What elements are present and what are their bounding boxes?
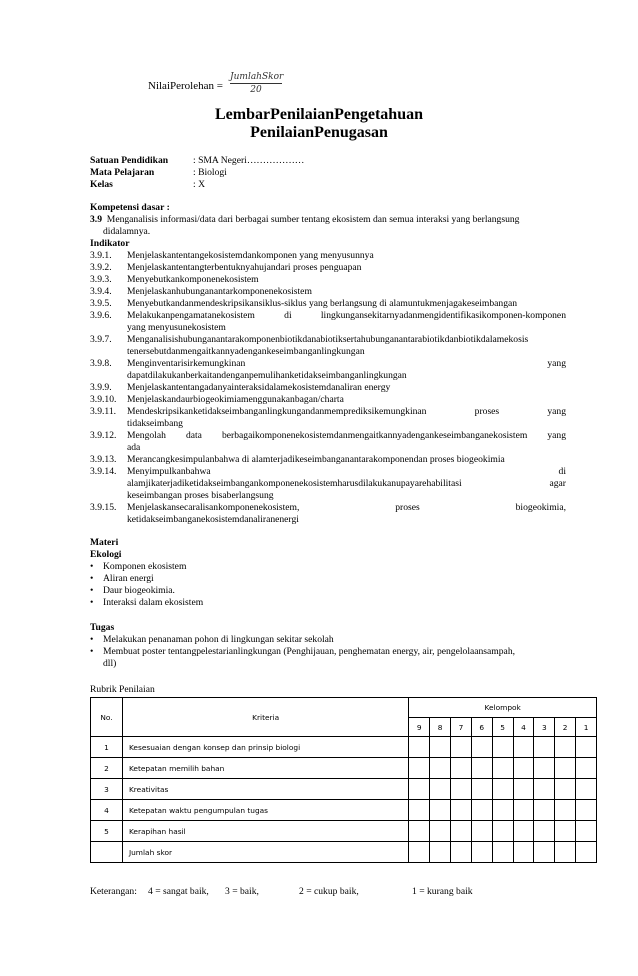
score-cell[interactable] [430, 779, 451, 800]
indikator-text [127, 310, 566, 334]
indikator-text [127, 274, 566, 286]
rubric-header-row [91, 698, 597, 718]
score-cell[interactable] [471, 758, 492, 779]
score-cell[interactable] [555, 737, 576, 758]
score-cell[interactable] [534, 800, 555, 821]
score-cell[interactable] [513, 737, 534, 758]
indikator-text [127, 430, 566, 454]
group-number: 7 [451, 718, 472, 737]
score-cell[interactable] [492, 800, 513, 821]
score-fraction [230, 72, 282, 95]
score-cell[interactable] [576, 842, 597, 863]
score-cell[interactable] [409, 842, 430, 863]
indikator-text [127, 382, 566, 394]
identity-label: Mata Pelajaran [90, 167, 155, 178]
table-row [91, 779, 597, 800]
score-cell[interactable] [451, 737, 472, 758]
score-cell[interactable] [409, 779, 430, 800]
score-cell[interactable] [513, 800, 534, 821]
score-cell[interactable] [492, 779, 513, 800]
score-cell[interactable] [471, 842, 492, 863]
indikator-number: 3.9.10. [90, 394, 117, 405]
kompetensi-heading: Kompetensi dasar : [90, 202, 170, 213]
indikator-list [90, 250, 566, 526]
indikator-line: Menjelaskantentangterbentuknyahujandari proses penguapan [127, 262, 362, 273]
score-cell[interactable] [451, 842, 472, 863]
score-cell[interactable] [555, 842, 576, 863]
indikator-number: 3.9.5. [90, 298, 112, 309]
score-cell[interactable] [471, 737, 492, 758]
indikator-line: Menganalisishubunganantarakomponenbiotikdanabiotiksertahubunganantarabiotikdanbiotikdalamekosis [127, 334, 529, 345]
indikator-line: keseimbangan proses bisaberlangsung [127, 490, 274, 501]
indikator-line: Menyimpulkanbahwa di [127, 466, 566, 477]
score-cell[interactable] [451, 821, 472, 842]
total-row [91, 842, 597, 863]
indikator-text [127, 406, 566, 430]
row-number: 4 [91, 800, 123, 821]
indikator-item [90, 502, 566, 526]
indikator-number: 3.9.9. [90, 382, 112, 393]
score-cell[interactable] [492, 821, 513, 842]
indikator-item [90, 250, 566, 262]
score-denominator: 20 [250, 85, 262, 95]
indikator-line: Menjelaskantentangadanyainteraksidalamekosistemdanaliran energy [127, 382, 391, 393]
score-cell[interactable] [576, 758, 597, 779]
indikator-line: dapatdilakukanberkaitandenganpemulihanketidakseimbanganlingkungan [127, 370, 407, 381]
score-label: NilaiPerolehan = [148, 80, 223, 92]
indikator-text [127, 334, 566, 358]
indikator-line: Mengolah data berbagaikomponenekosistemdanmengaitkannyadengankeseimbanganekosistem yang [127, 430, 566, 441]
score-numerator: JumlahSkor [230, 72, 284, 82]
identity-value: : Biologi [193, 167, 227, 178]
materi-subheading: Ekologi [90, 549, 122, 560]
kd-number: 3.9 [90, 214, 102, 225]
row-number: 5 [91, 821, 123, 842]
indikator-number: 3.9.12. [90, 430, 117, 441]
indikator-number: 3.9.4. [90, 286, 112, 297]
indikator-text [127, 262, 566, 274]
indikator-line: Menjelaskandaurbiogeokimiamenggunakanbagan/charta [127, 394, 344, 405]
row-kriteria: Jumlah skor [122, 842, 408, 863]
identity-label: Kelas [90, 179, 113, 190]
indikator-line: ketidakseimbanganekosistemdanaliranenergi [127, 514, 299, 525]
indikator-number: 3.9.6. [90, 310, 112, 321]
score-cell[interactable] [471, 779, 492, 800]
indikator-item [90, 274, 566, 286]
indikator-line: yang menyusunekosistem [127, 322, 226, 333]
score-cell[interactable] [555, 800, 576, 821]
materi-item: • Aliran energi [90, 573, 566, 585]
keterangan-3: 3 = baik, [225, 886, 259, 897]
tugas-block [90, 622, 566, 670]
indikator-item [90, 454, 566, 466]
indikator-number: 3.9.13. [90, 454, 117, 465]
row-kriteria: Kerapihan hasil [122, 821, 408, 842]
group-number: 1 [576, 718, 597, 737]
indikator-text [127, 466, 566, 502]
indikator-text [127, 454, 566, 466]
indikator-line: Melakukanpengamatanekosistem di lingkungansekitarnyadanmengidentifikasikomponen-komponen [127, 310, 566, 321]
indikator-text [127, 358, 566, 382]
score-cell[interactable] [513, 842, 534, 863]
row-kriteria: Kesesuaian dengan konsep dan prinsip biologi [122, 737, 408, 758]
score-cell[interactable] [534, 779, 555, 800]
indikator-line: ada [127, 442, 141, 453]
indikator-item [90, 430, 566, 454]
score-cell[interactable] [534, 821, 555, 842]
score-cell[interactable] [471, 821, 492, 842]
keterangan-label: Keterangan: [90, 886, 137, 897]
row-kriteria: Ketepatan waktu pengumpulan tugas [122, 800, 408, 821]
indikator-item [90, 310, 566, 334]
indikator-text [127, 298, 566, 310]
indikator-number: 3.9.8. [90, 358, 112, 369]
score-cell[interactable] [534, 758, 555, 779]
score-cell[interactable] [409, 737, 430, 758]
score-cell[interactable] [534, 842, 555, 863]
indikator-text [127, 394, 566, 406]
identity-value: : X [193, 179, 205, 190]
score-cell[interactable] [492, 842, 513, 863]
table-row [91, 737, 597, 758]
tugas-item: • Membuat poster tentangpelestarianlingkungan (Penghijauan, penghematan energy, air, pengelolaansampah, [90, 646, 566, 658]
indikator-number: 3.9.3. [90, 274, 112, 285]
indikator-item [90, 286, 566, 298]
score-cell[interactable] [576, 821, 597, 842]
score-cell[interactable] [430, 737, 451, 758]
kd-line [90, 214, 566, 226]
group-number: 8 [430, 718, 451, 737]
indikator-number: 3.9.14. [90, 466, 117, 477]
indikator-item [90, 406, 566, 430]
header-kriteria: Kriteria [122, 698, 408, 737]
keterangan-4: 4 = sangat baik, [148, 886, 209, 897]
row-number [91, 842, 123, 863]
indikator-line: Menjelaskantentangekosistemdankomponen yang menyusunnya [127, 250, 374, 261]
materi-block [90, 537, 566, 609]
materi-item: • Interaksi dalam ekosistem [90, 597, 566, 609]
identity-label: Satuan Pendidikan [90, 155, 169, 166]
indikator-item [90, 334, 566, 358]
indikator-item [90, 382, 566, 394]
table-row [91, 800, 597, 821]
materi-item: • Daur biogeokimia. [90, 585, 566, 597]
score-cell[interactable] [555, 758, 576, 779]
indikator-text [127, 502, 566, 526]
rubric-caption: Rubrik Penilaian [90, 684, 155, 695]
indikator-number: 3.9.2. [90, 262, 112, 273]
indikator-line: Mendeskripsikanketidakseimbanganlingkungandanmemprediksikemungkinan proses yang [127, 406, 566, 417]
table-row [91, 758, 597, 779]
indikator-line: Menyebutkankomponenekosistem [127, 274, 259, 285]
score-cell[interactable] [534, 737, 555, 758]
score-cell[interactable] [555, 779, 576, 800]
indikator-line: alamjikaterjadiketidakseimbangankomponenekosistemharusdilakukanupayarehabilitasi agar [127, 478, 566, 489]
group-number: 2 [555, 718, 576, 737]
score-cell[interactable] [513, 821, 534, 842]
indikator-item [90, 358, 566, 382]
kd-text: Menganalisis informasi/data dari berbagai sumber tentang ekosistem dan semua interaksi yang berlangsung [106, 214, 520, 225]
indikator-heading: Indikator [90, 238, 130, 249]
score-cell[interactable] [451, 758, 472, 779]
score-cell[interactable] [430, 821, 451, 842]
indikator-item [90, 262, 566, 274]
materi-heading: Materi [90, 537, 119, 548]
row-kriteria: Ketepatan memilih bahan [122, 758, 408, 779]
tugas-item: • Melakukan penanaman pohon di lingkungan sekitar sekolah [90, 634, 566, 646]
row-number: 3 [91, 779, 123, 800]
score-cell[interactable] [576, 800, 597, 821]
score-cell[interactable] [430, 758, 451, 779]
page-subtitle: PenilaianPenugasan [250, 124, 388, 141]
group-number: 6 [471, 718, 492, 737]
indikator-item [90, 298, 566, 310]
table-row [91, 821, 597, 842]
score-cell[interactable] [430, 842, 451, 863]
score-cell[interactable] [409, 758, 430, 779]
indikator-number: 3.9.7. [90, 334, 112, 345]
score-cell[interactable] [492, 737, 513, 758]
score-cell[interactable] [555, 821, 576, 842]
group-number: 3 [534, 718, 555, 737]
indikator-line: Menjelaskansecaralisankomponenekosistem, proses biogeokimia, [127, 502, 566, 513]
keterangan-2: 2 = cukup baik, [299, 886, 359, 897]
indikator-number: 3.9.1. [90, 250, 112, 261]
indikator-number: 3.9.11. [90, 406, 117, 417]
header-kelompok: Kelompok [409, 698, 597, 718]
indikator-line: tidakseimbang [127, 418, 183, 429]
score-cell[interactable] [409, 821, 430, 842]
score-cell[interactable] [451, 779, 472, 800]
score-cell[interactable] [430, 800, 451, 821]
kd-text-cont: didalamnya. [103, 226, 151, 237]
kompetensi-block [90, 202, 566, 526]
row-number: 1 [91, 737, 123, 758]
score-cell[interactable] [409, 800, 430, 821]
indikator-number: 3.9.15. [90, 502, 117, 513]
group-number: 4 [513, 718, 534, 737]
score-cell[interactable] [451, 800, 472, 821]
score-cell[interactable] [471, 800, 492, 821]
indikator-line: Merancangkesimpulanbahwa di alamterjadikeseimbanganantarakomponendan proses biogeokimia [127, 454, 505, 465]
tugas-item-cont: dll) [103, 658, 117, 669]
score-cell[interactable] [513, 779, 534, 800]
indikator-item [90, 394, 566, 406]
score-cell[interactable] [576, 779, 597, 800]
row-kriteria: Kreativitas [122, 779, 408, 800]
indikator-line: Menyebutkandanmendeskripsikansiklus-siklus yang berlangsung di alamuntukmenjagakeseimbangan [127, 298, 518, 309]
score-cell[interactable] [576, 737, 597, 758]
score-cell[interactable] [513, 758, 534, 779]
group-number: 5 [492, 718, 513, 737]
indikator-text [127, 250, 566, 262]
indikator-item [90, 466, 566, 502]
rubric-table [90, 697, 597, 863]
identity-value: : SMA Negeri……………… [193, 155, 305, 166]
indikator-line: tenersebutdanmengaitkannyadengankeseimbanganlingkungan [127, 346, 365, 357]
score-cell[interactable] [492, 758, 513, 779]
materi-item: • Komponen ekosistem [90, 561, 566, 573]
indikator-line: Menjelaskanhubunganantarkomponenekosistem [127, 286, 312, 297]
indikator-line: Menginventarisirkemungkinan yang [127, 358, 566, 369]
tugas-heading: Tugas [90, 622, 115, 633]
page-title: LembarPenilaianPengetahuan [214, 106, 423, 123]
row-number: 2 [91, 758, 123, 779]
group-number: 9 [409, 718, 430, 737]
keterangan-1: 1 = kurang baik [412, 886, 473, 897]
indikator-text [127, 286, 566, 298]
header-no: No. [91, 698, 123, 737]
